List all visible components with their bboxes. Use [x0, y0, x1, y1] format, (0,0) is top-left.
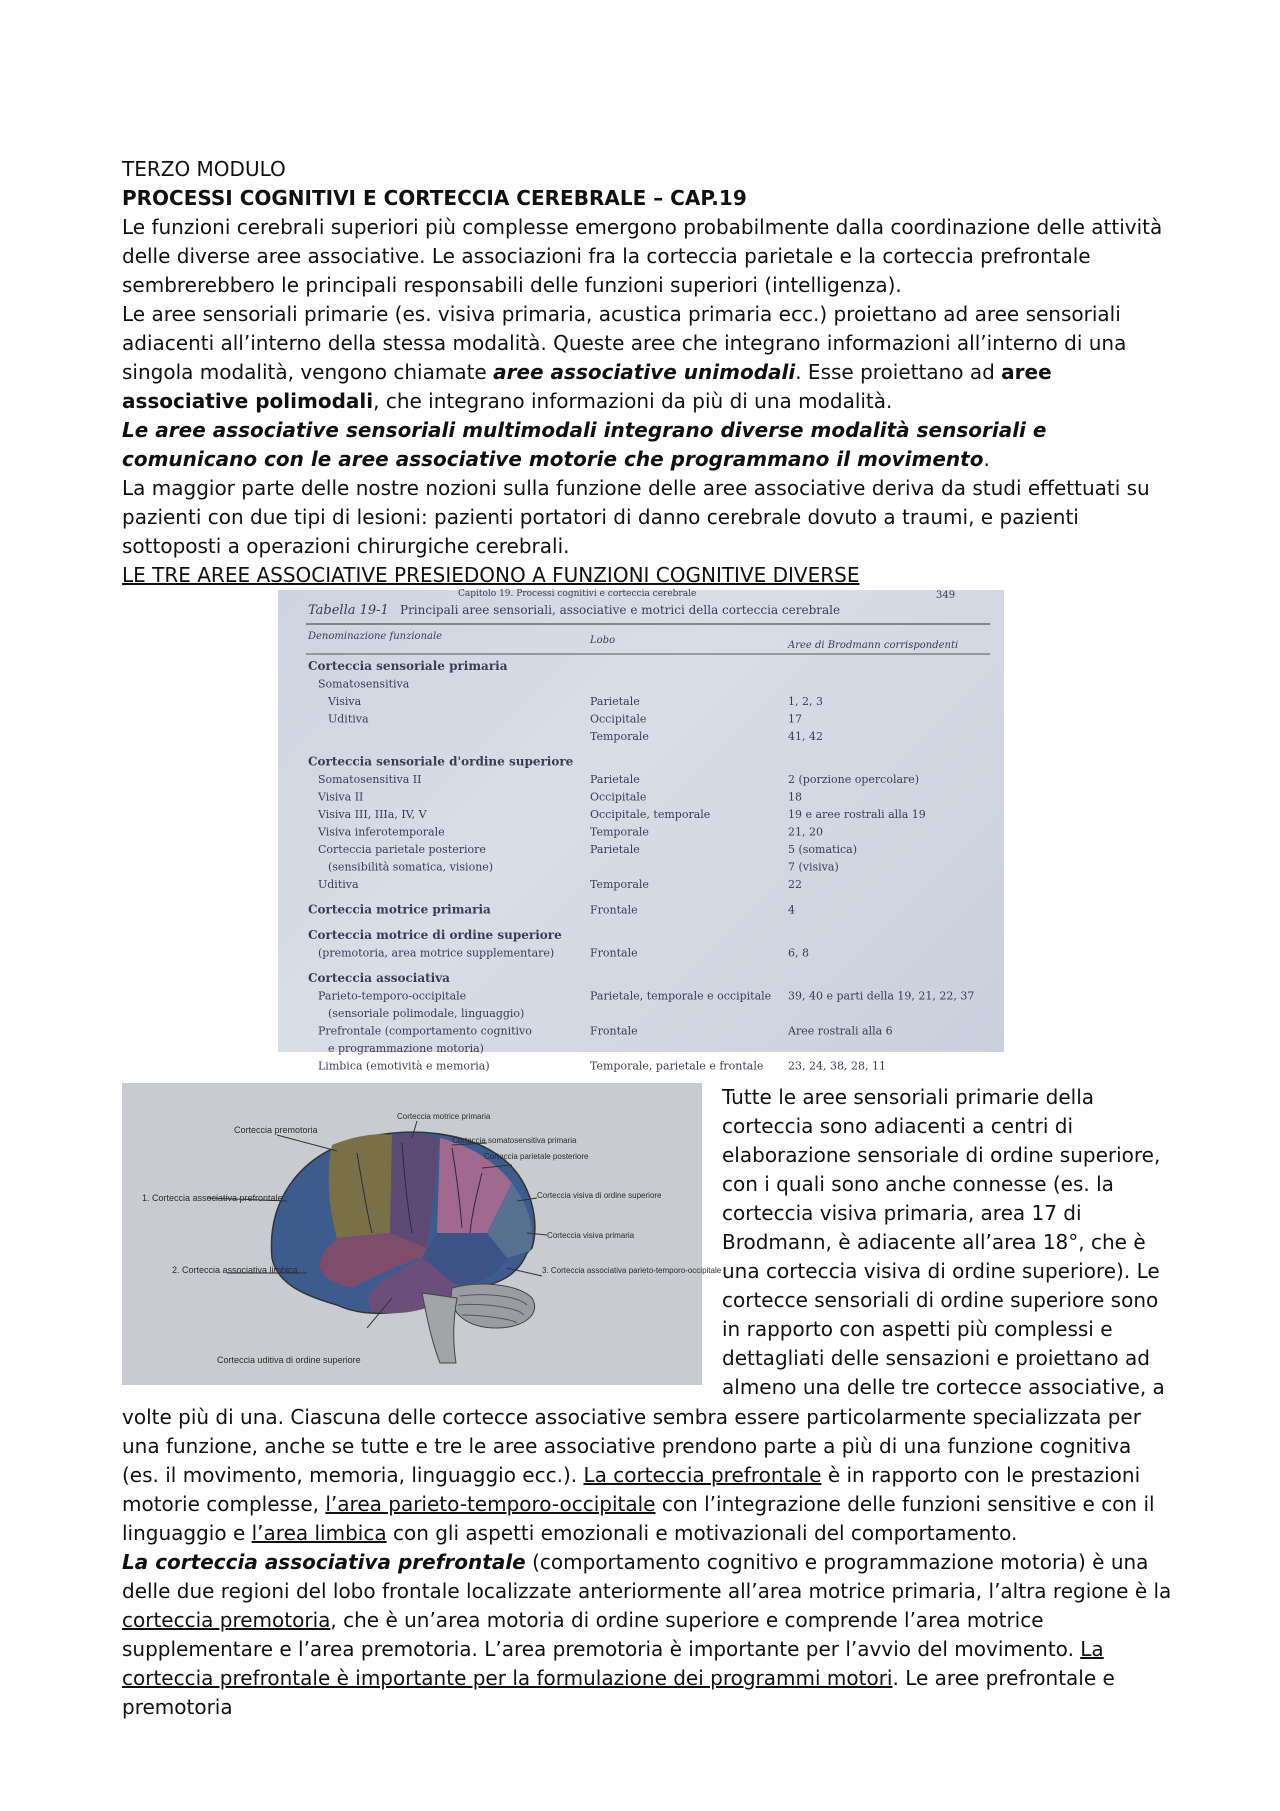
- table-cell-areas: Aree rostrali alla 6: [788, 1024, 893, 1038]
- table-cell-areas: 4: [788, 903, 795, 917]
- table-cell-areas: 17: [788, 712, 802, 726]
- table-col1-header: Denominazione funzionale: [308, 631, 443, 642]
- brain-diagram-photo: [122, 1083, 722, 1385]
- table-cell-name: Uditiva: [318, 878, 359, 891]
- table-photo: [278, 589, 1004, 1073]
- label-motor: Corteccia motrice primaria: [397, 1112, 491, 1121]
- label-parietal-post: Corteccia parietale posteriore: [484, 1152, 589, 1161]
- paragraph-3: Le aree associative sensoriali multimodali integrano diverse modalità sensoriali e comunicano con le aree associative motorie che programmano il movimento.: [122, 418, 1047, 471]
- paragraph-1: Le funzioni cerebrali superiori più complesse emergono probabilmente dalla coordinazione delle attività delle diverse aree associative. Le associazioni fra la corteccia parietale e la corteccia prefrontale sembrerebbero le principali responsabili delle funzioni superiori (intelligenza).: [122, 215, 1163, 297]
- premotor-region: [329, 1134, 392, 1238]
- label-assoc-prefrontal: 1. Corteccia associativa prefrontale: [142, 1193, 283, 1203]
- table-cell-lobe: Parietale: [590, 695, 640, 708]
- table-cell-name: Somatosensitiva: [318, 677, 410, 691]
- table-col3-header: Aree di Brodmann corrispondenti: [788, 640, 959, 651]
- table-cell-areas: 2 (porzione opercolare): [788, 773, 920, 786]
- table-cell-name: Parieto-temporo-occipitale: [318, 989, 467, 1003]
- table-cell-lobe: Parietale, temporale e occipitale: [590, 989, 772, 1003]
- table-cell-areas: 23, 24, 38, 28, 11: [788, 1059, 886, 1073]
- label-premotor: Corteccia premotoria: [234, 1125, 318, 1135]
- label-visual-higher: Corteccia visiva di ordine superiore: [537, 1191, 662, 1200]
- side-text: [722, 1083, 1172, 1402]
- table-cell-name: (premotoria, area motrice supplementare): [318, 946, 555, 960]
- table-cell-name: Limbica (emotività e memoria): [318, 1059, 490, 1073]
- table-cell-name: Visiva: [328, 695, 362, 708]
- table-cell-name: (sensoriale polimodale, linguaggio): [328, 1007, 525, 1020]
- table-cell-areas: 18: [788, 790, 802, 804]
- table-cell-areas: 6, 8: [788, 946, 809, 960]
- brain-svg: [122, 1083, 722, 1385]
- table-cell-name: Visiva III, IIIa, IV, V: [318, 808, 427, 821]
- table-cell-name: Prefrontale (comportamento cognitivo: [318, 1024, 532, 1038]
- side-paragraph: Tutte le aree sensoriali primarie della corteccia sono adiacenti a centri di elaborazione sensoriale di ordine superiore, con i quali sono anche connesse (es. la corteccia visiva primaria, area 17 di Brodmann, è adiacente all’area 18°, che è una corteccia visiva di ordine superiore). Le cortecce sensoriali di ordine superiore sono in rapporto con aspetti più complessi e dettagliati delle sensazioni e proiettano ad almeno una delle tre cortecce associative, a: [722, 1085, 1165, 1399]
- section-heading: LE TRE AREE ASSOCIATIVE PRESIEDONO A FUNZIONI COGNITIVE DIVERSE: [122, 563, 860, 587]
- table-cell-lobe: Frontale: [590, 1024, 638, 1038]
- table-cell-lobe: Temporale: [590, 825, 649, 839]
- table-cell-lobe: Temporale, parietale e frontale: [590, 1059, 764, 1073]
- label-visual-primary: Corteccia visiva primaria: [547, 1231, 635, 1240]
- table-rows: [308, 659, 974, 1073]
- table-cell-lobe: Frontale: [590, 903, 638, 917]
- label-somato: Corteccia somatosensitiva primaria: [452, 1136, 577, 1145]
- table-cell-areas: 22: [788, 878, 802, 891]
- table-cell-areas: 39, 40 e parti della 19, 21, 22, 37: [788, 989, 975, 1003]
- table-cell-areas: 5 (somatica): [788, 843, 857, 856]
- table-caption: Principali aree sensoriali, associative e motrici della corteccia cerebrale: [400, 603, 841, 617]
- table-svg: [278, 589, 1004, 1073]
- table-cell-name: (sensibilità somatica, visione): [328, 860, 494, 874]
- table-cell-name: Corteccia sensoriale primaria: [308, 659, 508, 673]
- paragraph-4: La maggior parte delle nostre nozioni sulla funzione delle aree associative deriva da studi effettuati su pazienti con due tipi di lesioni: pazienti portatori di danno cerebrale dovuto a traumi, e pazienti sottoposti a operazioni chirurgiche cerebrali.: [122, 476, 1150, 558]
- table-cell-name: Corteccia associativa: [308, 971, 450, 985]
- table-cell-name: e programmazione motoria): [328, 1042, 484, 1055]
- table-cell-name: Uditiva: [328, 712, 369, 726]
- table-cell-lobe: Parietale: [590, 843, 640, 856]
- table-cell-areas: 19 e aree rostrali alla 19: [788, 808, 926, 821]
- table-cell-lobe: Occipitale, temporale: [590, 808, 711, 821]
- table-cell-name: Somatosensitiva II: [318, 773, 422, 786]
- table-header-top: Capitolo 19. Processi cognitivi e corteccia cerebrale: [458, 589, 697, 599]
- table-cell-areas: 41, 42: [788, 730, 823, 743]
- table-cell-lobe: Temporale: [590, 878, 649, 891]
- table-cell-areas: 1, 2, 3: [788, 695, 823, 708]
- table-label: Tabella 19-1: [308, 603, 389, 618]
- text-block-bottom: [122, 1403, 1172, 1722]
- table-cell-lobe: Temporale: [590, 730, 649, 743]
- table-page-number: 349: [936, 590, 956, 601]
- module-label: TERZO MODULO: [122, 157, 286, 181]
- table-cell-lobe: Parietale: [590, 773, 640, 786]
- table-cell-name: Corteccia motrice primaria: [308, 902, 491, 917]
- paragraph-5: volte più di una. Ciascuna delle cortecce associative sembra essere particolarmente specializzata per una funzione, anche se tutte e tre le aree associative prendono parte a più di una funzione cognitiva (es. il movimento, memoria, linguaggio ecc.). La corteccia prefrontale è in rapporto con le prestazioni motorie complesse, l’area parieto-temporo-occipitale con l’integrazione delle funzioni sensitive e con il linguaggio e l’area limbica con gli aspetti emozionali e motivazionali del comportamento.: [122, 1405, 1155, 1545]
- paragraph-6: La corteccia associativa prefrontale (comportamento cognitivo e programmazione motoria) è una delle due regioni del lobo frontale localizzate anteriormente all’area motrice primaria, l’altra regione è la corteccia premotoria, che è un’area motoria di ordine superiore e comprende l’area motrice supplementare e l’area premotoria. L’area premotoria è importante per l’avvio del movimento. La corteccia prefrontale è importante per la formulazione dei programmi motori. Le aree prefrontale e premotoria: [122, 1550, 1172, 1719]
- table-cell-lobe: Frontale: [590, 946, 638, 960]
- table-cell-name: Corteccia sensoriale d'ordine superiore: [308, 754, 574, 769]
- table-cell-name: Visiva II: [318, 790, 364, 804]
- table-cell-name: Visiva inferotemporale: [318, 825, 445, 839]
- table-cell-name: Corteccia parietale posteriore: [318, 843, 486, 856]
- table-col2-header: Lobo: [590, 635, 616, 646]
- label-assoc-limbic: 2. Corteccia associativa limbica: [172, 1265, 298, 1275]
- table-cell-name: Corteccia motrice di ordine superiore: [308, 928, 562, 942]
- chapter-title: PROCESSI COGNITIVI E CORTECCIA CEREBRALE – CAP.19: [122, 186, 747, 210]
- table-cell-areas: 21, 20: [788, 825, 823, 839]
- table-cell-lobe: Occipitale: [590, 790, 647, 804]
- table-cell-lobe: Occipitale: [590, 712, 647, 726]
- text-block-top: [122, 155, 1172, 590]
- label-assoc-pto: 3. Corteccia associativa parieto-temporo-occipitale: [542, 1266, 722, 1275]
- table-cell-areas: 7 (visiva): [788, 860, 839, 874]
- paragraph-2: Le aree sensoriali primarie (es. visiva primaria, acustica primaria ecc.) proiettano ad aree sensoriali adiacenti all’interno della stessa modalità. Queste aree che integrano informazioni all’interno di una singola modalità, vengono chiamate aree associative unimodali. Esse proiettano ad aree associative polimodali, che integrano informazioni da più di una modalità.: [122, 302, 1127, 413]
- label-auditory-higher: Corteccia uditiva di ordine superiore: [217, 1355, 361, 1365]
